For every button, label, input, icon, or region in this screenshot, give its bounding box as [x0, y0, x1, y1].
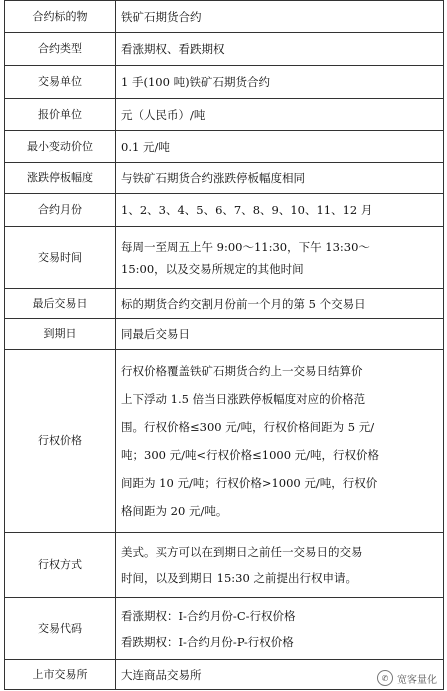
row-value: 美式。买方可以在到期日之前任一交易日的交易 时间，以及到期日 15:30 之前提出行权申请。 [116, 533, 444, 598]
row-value: 铁矿石期货合约 [116, 1, 444, 33]
row-label: 最小变动价位 [5, 131, 116, 163]
row-value: 看涨期权：I-合约月份-C-行权价格 看跌期权：I-合约月份-P-行权价格 [116, 598, 444, 660]
watermark [375, 670, 439, 686]
row-label: 交易代码 [5, 598, 116, 660]
row-label: 合约标的物 [5, 1, 116, 33]
row-value: 行权价格覆盖铁矿石期货合约上一交易日结算价 上下浮动 1.5 倍当日涨跌停板幅度对应的价格范 围。行权价格≤300 元/吨，行权价格间距为 5 元/ 吨；300 元/吨<行权价格≤1000 元/吨，行权价格 间距为 10 元/吨；行权价格>1000 元/吨，行权价 格间距为 20 元/吨。 [116, 350, 444, 533]
row-value: 1 手(100 吨)铁矿石期货合约 [116, 66, 444, 99]
table-row [5, 66, 444, 99]
row-label: 合约类型 [5, 33, 116, 66]
row-value: 大连商品交易所 [116, 660, 444, 690]
option-contract-spec-table [4, 0, 444, 690]
row-label: 到期日 [5, 319, 116, 350]
row-value: 看涨期权、看跌期权 [116, 33, 444, 66]
row-label: 上市交易所 [5, 660, 116, 690]
row-label: 报价单位 [5, 99, 116, 131]
row-label: 交易单位 [5, 66, 116, 99]
row-value: 标的期货合约交割月份前一个月的第 5 个交易日 [116, 289, 444, 319]
table-row [5, 1, 444, 33]
row-value: 每周一至周五上午 9:00～11:30，下午 13:30～ 15:00，以及交易所规定的其他时间 [116, 227, 444, 289]
row-value: 元（人民币）/吨 [116, 99, 444, 131]
table-row [5, 227, 444, 289]
wechat-icon: ✆ [377, 670, 393, 686]
row-value: 1、2、3、4、5、6、7、8、9、10、11、12 月 [116, 194, 444, 227]
row-label: 最后交易日 [5, 289, 116, 319]
table-row [5, 131, 444, 163]
row-value: 0.1 元/吨 [116, 131, 444, 163]
table-row [5, 33, 444, 66]
row-value: 同最后交易日 [116, 319, 444, 350]
table-row [5, 163, 444, 194]
table-row [5, 533, 444, 598]
table-row [5, 350, 444, 533]
row-value: 与铁矿石期货合约涨跌停板幅度相同 [116, 163, 444, 194]
row-label: 涨跌停板幅度 [5, 163, 116, 194]
table-row [5, 319, 444, 350]
row-label: 行权方式 [5, 533, 116, 598]
table-row [5, 194, 444, 227]
row-label: 交易时间 [5, 227, 116, 289]
row-label: 行权价格 [5, 350, 116, 533]
watermark-text: 宽客量化 [397, 674, 437, 686]
table-row [5, 598, 444, 660]
row-label: 合约月份 [5, 194, 116, 227]
table-row [5, 99, 444, 131]
table-row [5, 289, 444, 319]
